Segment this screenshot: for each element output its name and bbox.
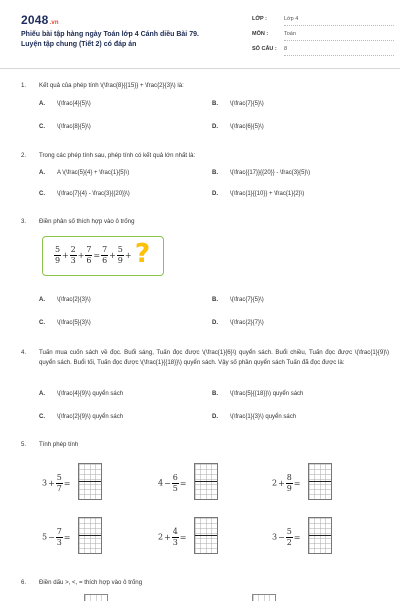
question-1-option-a[interactable]: A. \(\frac{4}{5}\) [39,101,91,107]
question-3-option-b[interactable]: B. \(\frac{7}{5}\) [212,297,264,303]
calc-expression-1: 3+ $\frac{5}{7}$ = [42,473,71,493]
operator: + [77,250,85,260]
operator: + [62,250,69,260]
question-1-option-d[interactable]: D. \(\frac{6}{5}\) [212,124,264,130]
site-logo[interactable]: 2048.vn [21,13,59,27]
question-1-option-b[interactable]: B. \(\frac{7}{5}\) [212,101,264,107]
answer-grid-5[interactable] [194,517,218,554]
answer-grid-4[interactable] [78,517,102,554]
question-2-option-d[interactable]: D. \(\frac{1}{{10}} + \frac{1}{2}\) [212,191,305,197]
page-header: 2048.vn Phiếu bài tập hàng ngày Toán lớp 4 Cánh diều Bài 79. Luyện tập chung (Tiết 2) có đáp án LỚP : Lớp 4 MÔN : Toán SỐ CÂU : 8 [0,0,400,69]
calc-expression-4: 5− $\frac{7}{3}$ = [42,527,71,547]
answer-grid-2[interactable] [194,463,218,500]
answer-grid-3[interactable] [308,463,332,500]
fraction: $\frac{5}{9}$ [117,245,123,265]
question-4-option-d[interactable]: D. \(\frac{1}{3}\) quyển sách [212,414,297,420]
question-1-option-c[interactable]: C. \(\frac{8}{5}\) [39,124,91,130]
question-4-option-a[interactable]: A. \(\frac{4}{9}\) quyển sách [39,391,124,397]
question-2-option-c[interactable]: C. \(\frac{7}{4} - \frac{3}{{20}}\) [39,191,130,197]
question-2-option-a[interactable]: A. A \(\frac{5}{4} + \frac{1}{5}\) [39,170,130,176]
worksheet-title: Phiếu bài tập hàng ngày Toán lớp 4 Cánh diều Bài 79. Luyện tập chung (Tiết 2) có đáp án [21,31,199,48]
question-3-option-a[interactable]: A. \(\frac{2}{3}\) [39,297,91,303]
answer-grid-6[interactable] [308,517,332,554]
fraction: $\frac{5}{9}$ [54,245,61,265]
question-4-option-b[interactable]: B. \(\frac{5}{{18}}\) quyển sách [212,391,304,397]
fraction: $\frac{7}{6}$ [102,245,108,265]
question-3-option-d[interactable]: D. \(\frac{2}{7}\) [212,320,264,326]
operator: + [124,250,132,260]
fraction-puzzle-box [42,236,164,276]
fraction: $\frac{7}{6}$ [86,245,92,265]
calc-expression-2: 4− $\frac{6}{5}$ = [158,473,187,493]
operator: = [93,250,101,260]
calc-expression-6: 3− $\frac{5}{2}$ = [272,527,301,547]
fraction: $\frac{2}{3}$ [70,245,76,265]
operator: + [109,250,116,260]
question-mark-icon: ? [135,239,151,269]
question-3-option-c[interactable]: C. \(\frac{5}{3}\) [39,320,91,326]
answer-grid-1[interactable] [78,463,102,500]
question-4-option-c[interactable]: C. \(\frac{2}{9}\) quyển sách [39,414,124,420]
fraction-puzzle-expression [54,245,133,265]
question-2-option-b[interactable]: B. \(\frac{{17}}{{20}} - \frac{3}{5}\) [212,170,311,176]
calc-expression-3: 2+ $\frac{8}{9}$ = [272,473,301,493]
calc-expression-5: 2+ $\frac{4}{3}$ = [158,527,187,547]
